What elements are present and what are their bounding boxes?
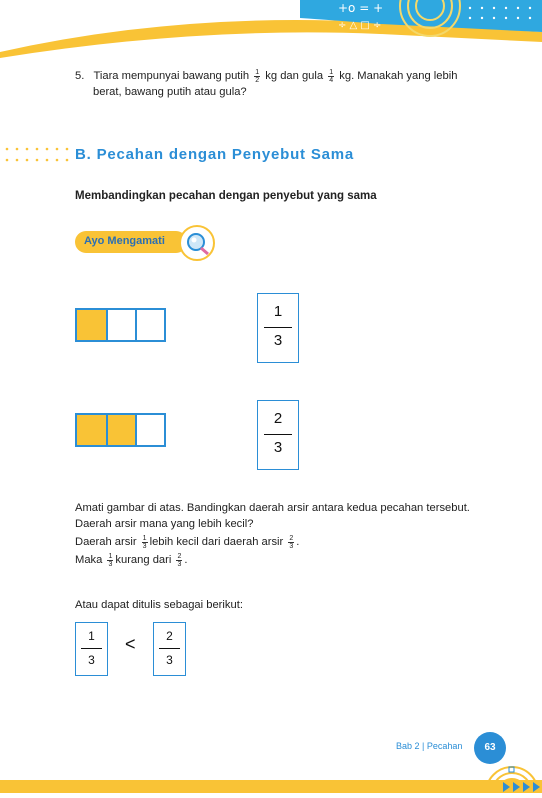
question-text: kg dan gula [265, 70, 324, 82]
bar-cell [135, 415, 164, 445]
ayo-mengamati-badge [75, 230, 220, 256]
fraction-line [159, 648, 180, 649]
explanation-line: Amati gambar di atas. Bandingkan daerah arsir antara kedua pecahan tersebut. [75, 502, 470, 514]
fraction-box-two-thirds [257, 400, 299, 470]
bar-cell [135, 310, 164, 340]
dots-decoration [4, 146, 70, 169]
explanation-line: Daerah arsir mana yang lebih kecil? [75, 518, 254, 530]
fraction-quarter: $\frac{1}{4}$ [329, 68, 334, 84]
badge-label: Ayo Mengamati [84, 235, 165, 247]
bar-cell [106, 310, 135, 340]
bar-cell-filled [106, 415, 135, 445]
denominator: 3 [88, 653, 95, 667]
less-than-symbol: < [125, 634, 136, 654]
comparison-left-fraction [75, 622, 108, 676]
footer-chapter: Bab 2 | Pecahan [396, 741, 463, 751]
fraction-line [264, 434, 292, 435]
question-text: Tiara mempunyai bawang putih [93, 70, 250, 82]
page-number: 63 [484, 742, 496, 753]
numerator: 1 [273, 303, 283, 320]
explanation [75, 500, 525, 568]
header-decoration [0, 0, 542, 60]
denominator: 3 [273, 332, 283, 349]
explanation-line: Maka $\frac{1}{3}$ kurang dari $\frac{2}{3}$ . [75, 552, 188, 568]
numerator: 1 [88, 629, 95, 643]
question-text-line2: berat, bawang putih atau gula? [93, 86, 247, 98]
comparison-right-fraction [153, 622, 186, 676]
denominator: 3 [166, 653, 173, 667]
magnifier-icon [179, 225, 215, 261]
svg-text:÷ △ □ ÷: ÷ △ □ ÷ [338, 20, 382, 31]
svg-text:+o = +: +o = + [338, 1, 384, 15]
subheading: Membandingkan pecahan dengan penyebut yang sama [75, 190, 377, 202]
denominator: 3 [273, 439, 283, 456]
section-title: B. Pecahan dengan Penyebut Sama [75, 146, 355, 163]
fraction-line [81, 648, 102, 649]
fraction-box-one-third [257, 293, 299, 363]
fraction-half: $\frac{1}{2}$ [255, 68, 260, 84]
question-number: 5. [75, 70, 85, 82]
alt-text: Atau dapat ditulis sebagai berikut: [75, 599, 243, 611]
footer-decoration [0, 755, 542, 793]
numerator: 2 [166, 629, 173, 643]
bar-cell-filled [77, 310, 106, 340]
question-5 [75, 68, 515, 100]
question-text: kg. Manakah yang lebih [339, 70, 458, 82]
fraction-line [264, 327, 292, 328]
fraction-bar-one-third [75, 308, 166, 342]
bar-cell-filled [77, 415, 106, 445]
explanation-line: Daerah arsir $\frac{1}{3}$ lebih kecil dari daerah arsir $\frac{2}{3}$ . [75, 534, 300, 550]
fraction-bar-two-thirds [75, 413, 166, 447]
numerator: 2 [273, 410, 283, 427]
